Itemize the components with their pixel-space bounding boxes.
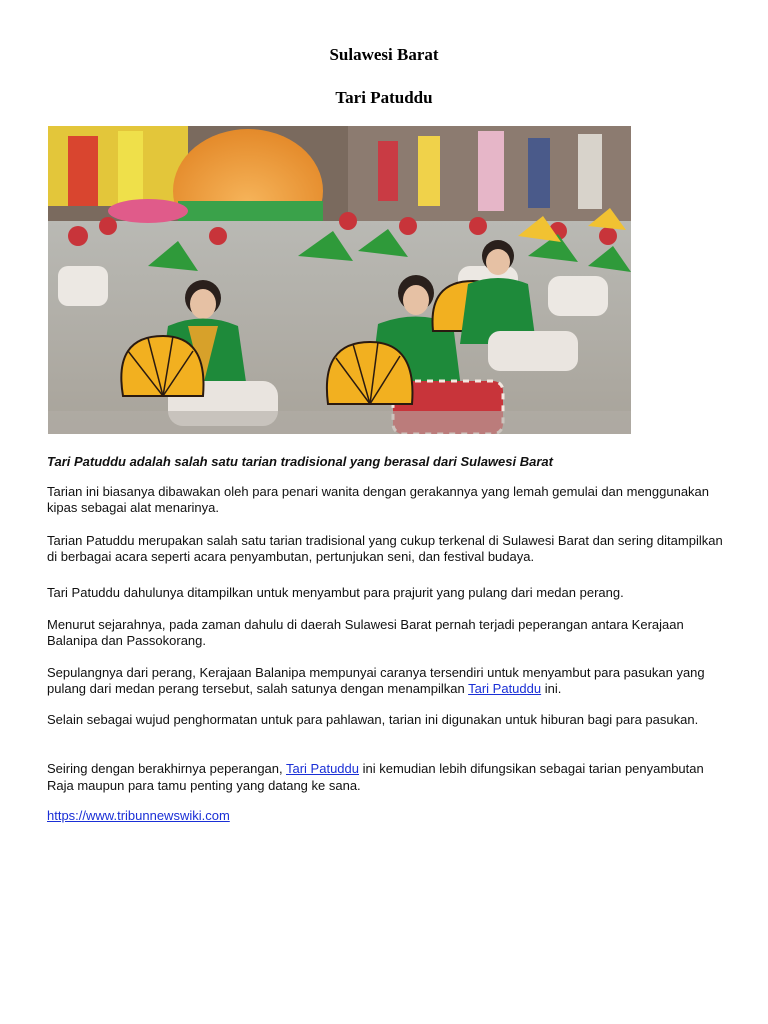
source-link[interactable]: https://www.tribunnewswiki.com xyxy=(47,808,230,823)
dance-photo xyxy=(48,126,631,434)
paragraph-5-text-end: ini. xyxy=(541,681,562,696)
paragraph-7 xyxy=(47,760,727,794)
tari-patuddu-link-1[interactable]: Tari Patuddu xyxy=(468,681,542,696)
tari-patuddu-link-2[interactable]: Tari Patuddu xyxy=(286,761,359,776)
source-paragraph xyxy=(47,808,727,824)
paragraph-4: Menurut sejarahnya, pada zaman dahulu di daerah Sulawesi Barat pernah terjadi peperangan antara Kerajaan Balanipa dan Passokorang. xyxy=(47,617,684,648)
paragraph-6: Selain sebagai wujud penghormatan untuk para pahlawan, tarian ini digunakan untuk hiburan bagi para pasukan. xyxy=(47,712,699,727)
paragraph-2: Tarian Patuddu merupakan salah satu tarian tradisional yang cukup terkenal di Sulawesi Barat dan sering ditampilkan di berbagai acara seperti acara penyambutan, pertunjukan seni, dan festival budaya. xyxy=(47,533,723,564)
paragraph-1: Tarian ini biasanya dibawakan oleh para penari wanita dengan gerakannya yang lemah gemulai dan menggunakan kipas sebagai alat menarinya. xyxy=(47,484,710,515)
document-subtitle: Tari Patuddu xyxy=(335,88,433,107)
paragraph-5-text-start: Sepulangnya dari perang, Kerajaan Balanipa mempunyai caranya tersendiri untuk menyambut para pasukan yang pulang dari medan perang tersebut, salah satunya dengan menampilkan xyxy=(47,665,705,696)
paragraph-7-text-start: Seiring dengan berakhirnya peperangan, xyxy=(47,761,286,776)
lead-paragraph: Tari Patuddu adalah salah satu tarian tradisional yang berasal dari Sulawesi Barat xyxy=(47,454,553,469)
paragraph-7-text-end: ini kemudian lebih difungsikan sebagai tarian penyambutan Raja maupun para tamu penting yang datang ke sana. xyxy=(47,761,704,793)
paragraph-5 xyxy=(47,665,727,697)
paragraph-3: Tari Patuddu dahulunya ditampilkan untuk menyambut para prajurit yang pulang dari medan perang. xyxy=(47,585,624,600)
document-title: Sulawesi Barat xyxy=(329,45,439,64)
